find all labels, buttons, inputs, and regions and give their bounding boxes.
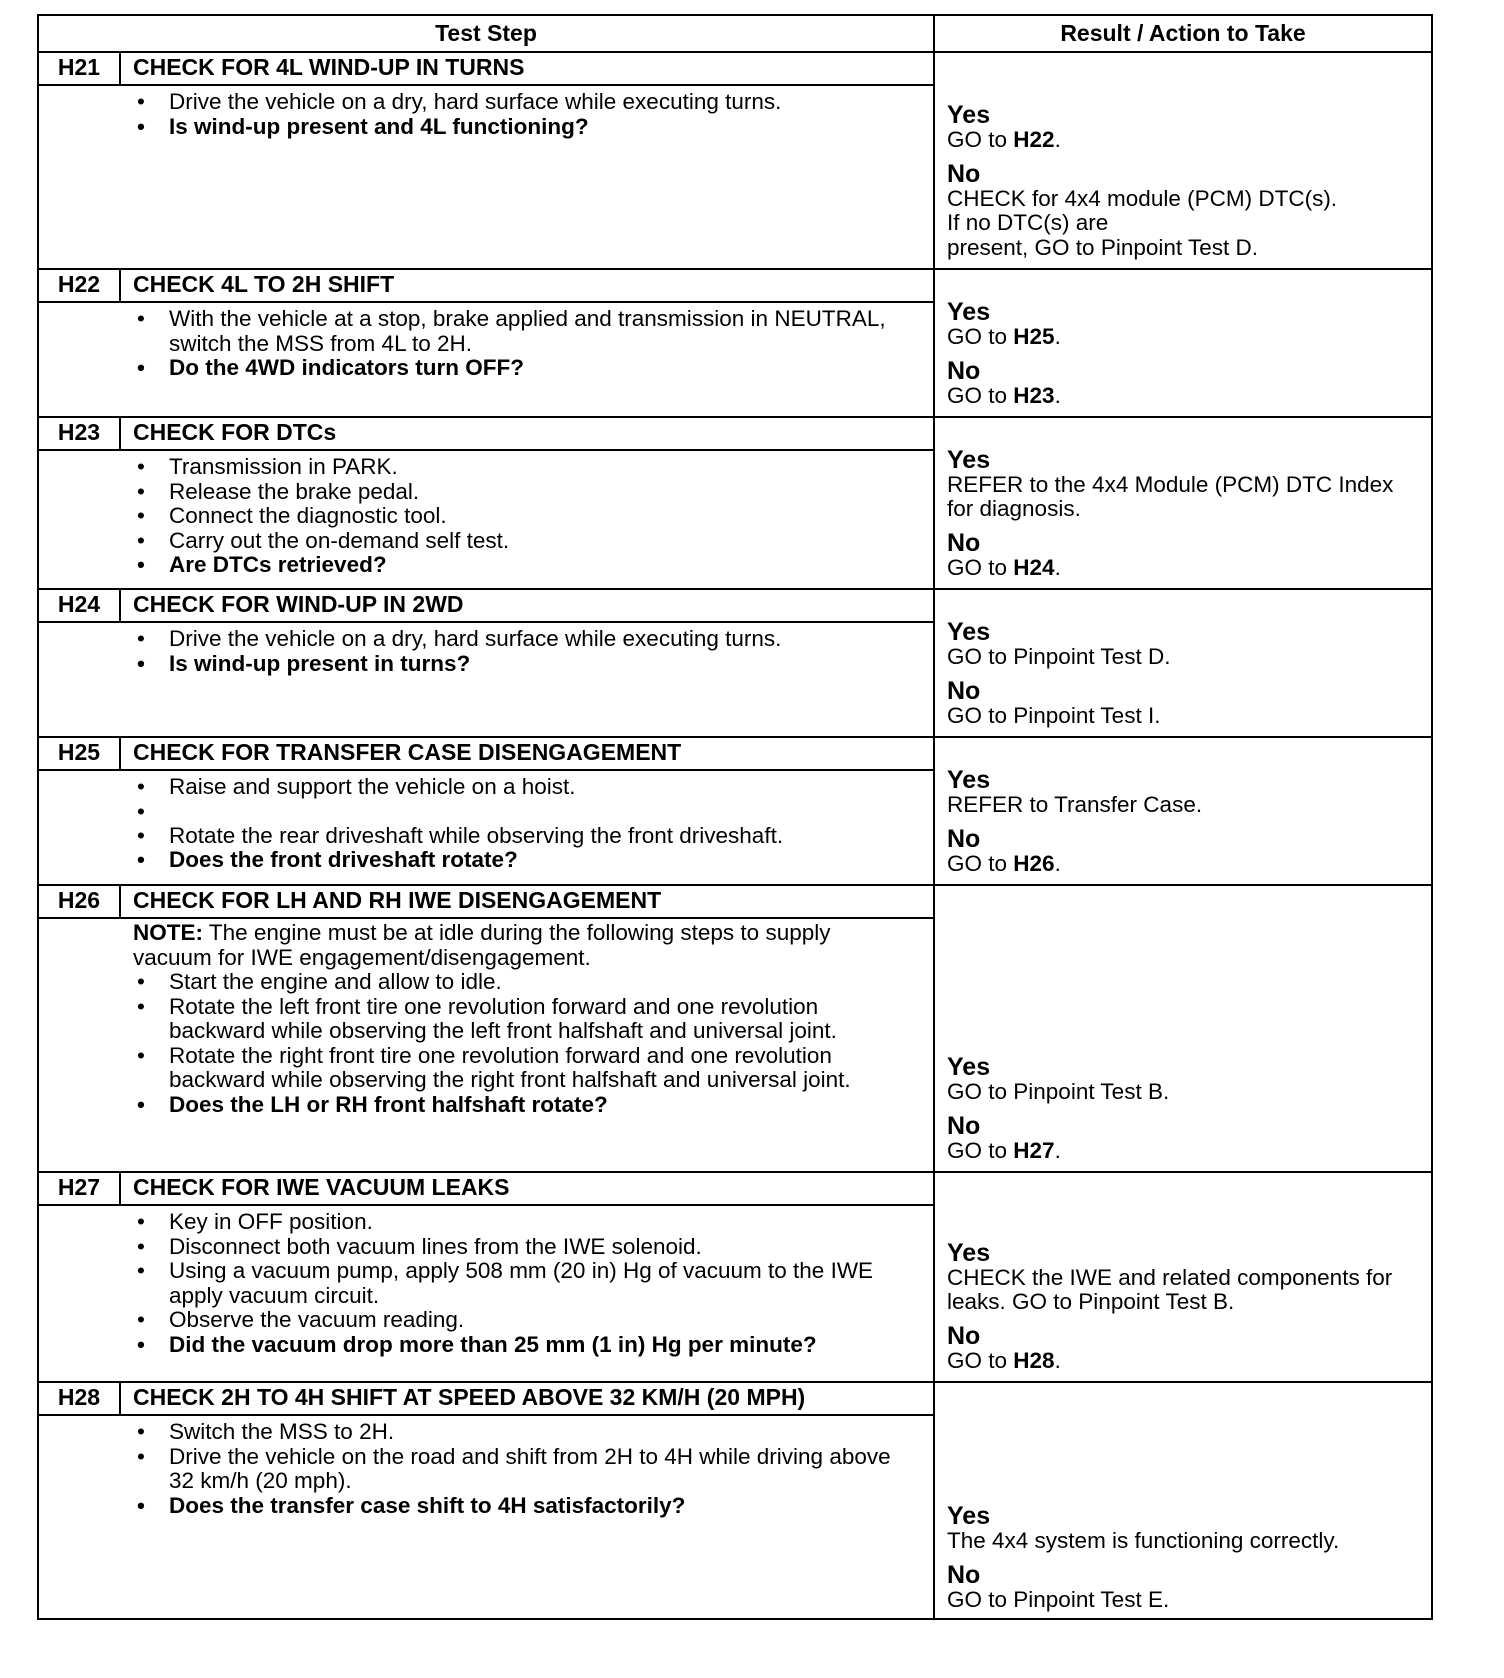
- test-step-cell: [39, 1381, 935, 1620]
- step-title-bar: [39, 1171, 933, 1206]
- test-step-cell: [39, 588, 935, 736]
- yes-label: Yes: [947, 618, 991, 646]
- test-step-row: [39, 1171, 1431, 1383]
- result-action: [947, 299, 1421, 408]
- test-step-cell: [39, 51, 935, 268]
- result-action: [947, 767, 1421, 876]
- action-text: GO to: [947, 127, 1014, 152]
- yes-action-line: [947, 325, 1421, 350]
- action-text: The 4x4 system is functioning correctly.: [947, 1528, 1340, 1553]
- test-step-row: [39, 51, 1431, 270]
- instruction-item: • Drive the vehicle on a dry, hard surface while executing turns.: [133, 90, 913, 115]
- bullet-list: [133, 1420, 913, 1518]
- no-action-line: [947, 236, 1421, 261]
- no-label: No: [947, 528, 981, 557]
- instruction-item: • With the vehicle at a stop, brake applied and transmission in NEUTRAL, switch the MSS from 4L to 2H.: [133, 307, 913, 356]
- step-title-bar: [39, 736, 933, 771]
- header-result-action: Result / Action to Take: [1060, 20, 1306, 46]
- result-cell: [935, 268, 1431, 416]
- no-action-line: [947, 852, 1421, 877]
- no-action: [947, 1349, 1421, 1374]
- result-action: [947, 1054, 1421, 1163]
- instruction-item: • Key in OFF position.: [133, 1210, 913, 1235]
- action-text: present, GO to Pinpoint Test D.: [947, 234, 1258, 260]
- step-title-bar: [39, 416, 933, 451]
- instruction-item: • Using a vacuum pump, apply 508 mm (20 in) Hg of vacuum to the IWE apply vacuum circuit.: [133, 1259, 913, 1308]
- yes-action: [947, 1080, 1421, 1105]
- step-id: H24: [39, 588, 121, 621]
- step-instructions: [133, 1210, 913, 1357]
- result-cell: [935, 588, 1431, 736]
- no-action-line: [947, 187, 1421, 212]
- instruction-item: • Start the engine and allow to idle.: [133, 970, 913, 995]
- no-label: No: [947, 159, 981, 188]
- step-instructions: [133, 627, 913, 676]
- step-title-bar: [39, 1381, 933, 1416]
- action-text: .: [1054, 324, 1061, 349]
- action-text: GO to Pinpoint Test D.: [947, 644, 1171, 669]
- action-text: GO to Pinpoint Test B.: [947, 1079, 1170, 1104]
- action-text: GO to: [947, 554, 1014, 580]
- instruction-item: • Connect the diagnostic tool.: [133, 504, 913, 529]
- instruction-item: • Disconnect both vacuum lines from the IWE solenoid.: [133, 1235, 913, 1260]
- yes-action: [947, 645, 1421, 670]
- instruction-item: • Raise and support the vehicle on a hoist.: [133, 775, 913, 800]
- no-label: No: [947, 356, 981, 385]
- result-action: [947, 1503, 1421, 1612]
- instruction-item: • Carry out the on-demand self test.: [133, 529, 913, 554]
- action-text: .: [1054, 1347, 1061, 1373]
- yes-label: Yes: [947, 766, 991, 794]
- step-id: H26: [39, 884, 121, 917]
- step-question: • Did the vacuum drop more than 25 mm (1 in) Hg per minute?: [133, 1333, 913, 1358]
- step-title: CHECK FOR TRANSFER CASE DISENGAGEMENT: [133, 739, 682, 765]
- no-action-line: [947, 1588, 1421, 1613]
- yes-label: Yes: [947, 1053, 991, 1081]
- step-reference: H22: [1013, 127, 1055, 152]
- no-label: No: [947, 1560, 981, 1589]
- no-action-line: [947, 1139, 1421, 1164]
- yes-label: Yes: [947, 1238, 991, 1267]
- test-step-row: [39, 1381, 1431, 1620]
- instruction-item: • Switch the MSS to 2H.: [133, 1420, 913, 1445]
- bullet-list: [133, 1210, 913, 1357]
- action-text: .: [1054, 850, 1061, 876]
- result-cell: [935, 51, 1431, 268]
- yes-action-line: [947, 128, 1421, 153]
- test-step-row: [39, 416, 1431, 590]
- step-title: CHECK 4L TO 2H SHIFT: [133, 271, 395, 297]
- result-cell: [935, 884, 1431, 1171]
- result-action: [947, 1240, 1421, 1374]
- no-action: [947, 852, 1421, 877]
- step-note: [133, 921, 913, 970]
- bullet-list: [133, 970, 913, 1117]
- action-text: GO to Pinpoint Test I.: [947, 702, 1161, 728]
- yes-label: Yes: [947, 101, 991, 129]
- no-label: No: [947, 1321, 981, 1350]
- action-text: REFER to Transfer Case.: [947, 792, 1203, 817]
- step-instructions: [133, 775, 913, 873]
- yes-label: Yes: [947, 298, 991, 326]
- step-title: CHECK FOR 4L WIND-UP IN TURNS: [133, 54, 525, 80]
- step-question: • Does the transfer case shift to 4H satisfactorily?: [133, 1494, 913, 1519]
- action-text: GO to: [947, 382, 1014, 408]
- yes-action-line: [947, 793, 1421, 818]
- action-text: If no DTC(s) are: [947, 210, 1109, 235]
- step-title: CHECK FOR DTCs: [133, 419, 337, 445]
- result-action: [947, 102, 1421, 260]
- spacer: [133, 800, 913, 824]
- header-test-step: Test Step: [39, 16, 935, 51]
- step-title: CHECK FOR IWE VACUUM LEAKS: [133, 1174, 510, 1200]
- no-action: [947, 384, 1421, 409]
- step-id: H28: [39, 1381, 121, 1414]
- action-text: GO to: [947, 324, 1014, 349]
- step-id: H22: [39, 268, 121, 301]
- action-text: GO to: [947, 1137, 1014, 1163]
- no-action-line: [947, 211, 1421, 236]
- test-step-cell: [39, 736, 935, 884]
- yes-action-line: [947, 1266, 1421, 1315]
- no-action: [947, 1588, 1421, 1613]
- step-reference: H25: [1013, 324, 1055, 349]
- diagnostic-table: [37, 14, 1433, 1620]
- note-label: NOTE:: [133, 920, 203, 945]
- bullet-list: [133, 627, 913, 676]
- no-action-line: [947, 556, 1421, 581]
- action-text: CHECK the IWE and related components for leaks. GO to Pinpoint Test B.: [947, 1264, 1393, 1314]
- note-text: The engine must be at idle during the following steps to supply vacuum for IWE engagement/disengagement.: [133, 920, 831, 970]
- instruction-item: • Drive the vehicle on the road and shift from 2H to 4H while driving above 32 km/h (20 mph).: [133, 1445, 913, 1494]
- test-step-cell: [39, 268, 935, 416]
- yes-action: [947, 128, 1421, 153]
- no-action: [947, 187, 1421, 261]
- no-action-line: [947, 1349, 1421, 1374]
- instruction-item: • Rotate the right front tire one revolution forward and one revolution backward while observing the right front halfshaft and universal joint.: [133, 1044, 913, 1093]
- action-text: .: [1054, 127, 1061, 152]
- result-action: [947, 619, 1421, 728]
- instruction-item: • Release the brake pedal.: [133, 480, 913, 505]
- no-label: No: [947, 1111, 981, 1140]
- no-action: [947, 704, 1421, 729]
- result-cell: [935, 1381, 1431, 1620]
- action-text: REFER to the 4x4 Module (PCM) DTC Index for diagnosis.: [947, 471, 1394, 521]
- step-question: • Is wind-up present and 4L functioning?: [133, 115, 913, 140]
- action-text: GO to Pinpoint Test E.: [947, 1586, 1170, 1612]
- action-text: .: [1054, 554, 1061, 580]
- instruction-item: • Rotate the left front tire one revolution forward and one revolution backward while observing the left front halfshaft and universal joint.: [133, 995, 913, 1044]
- yes-action-line: [947, 1529, 1421, 1554]
- action-text: CHECK for 4x4 module (PCM) DTC(s).: [947, 185, 1338, 211]
- step-title-bar: [39, 51, 933, 86]
- step-question: • Do the 4WD indicators turn OFF?: [133, 356, 913, 381]
- test-step-row: [39, 884, 1431, 1173]
- step-title-bar: [39, 884, 933, 919]
- step-title: CHECK FOR LH AND RH IWE DISENGAGEMENT: [133, 887, 662, 913]
- step-title: CHECK FOR WIND-UP IN 2WD: [133, 591, 464, 617]
- step-id: H27: [39, 1171, 121, 1204]
- step-instructions: [133, 1420, 913, 1518]
- action-text: .: [1054, 382, 1061, 408]
- yes-action-line: [947, 1080, 1421, 1105]
- no-label: No: [947, 824, 981, 853]
- result-cell: [935, 736, 1431, 884]
- step-reference: H26: [1013, 850, 1055, 876]
- step-id: H25: [39, 736, 121, 769]
- step-reference: H28: [1013, 1347, 1055, 1373]
- step-title-bar: [39, 588, 933, 623]
- test-step-row: [39, 736, 1431, 886]
- yes-action: [947, 793, 1421, 818]
- no-label: No: [947, 676, 981, 705]
- test-step-cell: [39, 1171, 935, 1381]
- action-text: .: [1054, 1137, 1061, 1163]
- yes-action-line: [947, 473, 1421, 522]
- step-question: • Does the front driveshaft rotate?: [133, 848, 913, 873]
- step-reference: H23: [1013, 382, 1055, 408]
- step-title: CHECK 2H TO 4H SHIFT AT SPEED ABOVE 32 KM/H (20 MPH): [133, 1384, 806, 1410]
- step-question: • Does the LH or RH front halfshaft rotate?: [133, 1093, 913, 1118]
- yes-label: Yes: [947, 445, 991, 474]
- instruction-item: • Transmission in PARK.: [133, 455, 913, 480]
- result-action: [947, 447, 1421, 581]
- action-text: GO to: [947, 1347, 1014, 1373]
- yes-action: [947, 1529, 1421, 1554]
- result-cell: [935, 416, 1431, 588]
- step-instructions: [133, 307, 913, 381]
- no-action: [947, 1139, 1421, 1164]
- test-step-cell: [39, 884, 935, 1171]
- no-action-line: [947, 704, 1421, 729]
- bullet-list: [133, 307, 913, 381]
- yes-action-line: [947, 645, 1421, 670]
- step-instructions: [133, 90, 913, 139]
- yes-label: Yes: [947, 1502, 991, 1530]
- step-instructions: [133, 455, 913, 578]
- step-question: • Are DTCs retrieved?: [133, 553, 913, 578]
- bullet-list: [133, 90, 913, 139]
- test-step-cell: [39, 416, 935, 588]
- test-step-row: [39, 268, 1431, 418]
- yes-action: [947, 325, 1421, 350]
- yes-action: [947, 1266, 1421, 1315]
- instruction-item: • Drive the vehicle on a dry, hard surface while executing turns.: [133, 627, 913, 652]
- step-instructions: [133, 921, 913, 1117]
- instruction-item: • Rotate the rear driveshaft while observing the front driveshaft.: [133, 824, 913, 849]
- step-question: • Is wind-up present in turns?: [133, 652, 913, 677]
- step-id: H23: [39, 416, 121, 449]
- bullet-list: [133, 775, 913, 873]
- step-id: H21: [39, 51, 121, 84]
- no-action-line: [947, 384, 1421, 409]
- no-action: [947, 556, 1421, 581]
- step-reference: H24: [1013, 554, 1055, 580]
- bullet-list: [133, 455, 913, 578]
- action-text: GO to: [947, 850, 1014, 876]
- test-step-row: [39, 588, 1431, 738]
- yes-action: [947, 473, 1421, 522]
- result-cell: [935, 1171, 1431, 1381]
- step-title-bar: [39, 268, 933, 303]
- table-header: [39, 16, 1431, 53]
- step-reference: H27: [1013, 1137, 1055, 1163]
- instruction-item: • Observe the vacuum reading.: [133, 1308, 913, 1333]
